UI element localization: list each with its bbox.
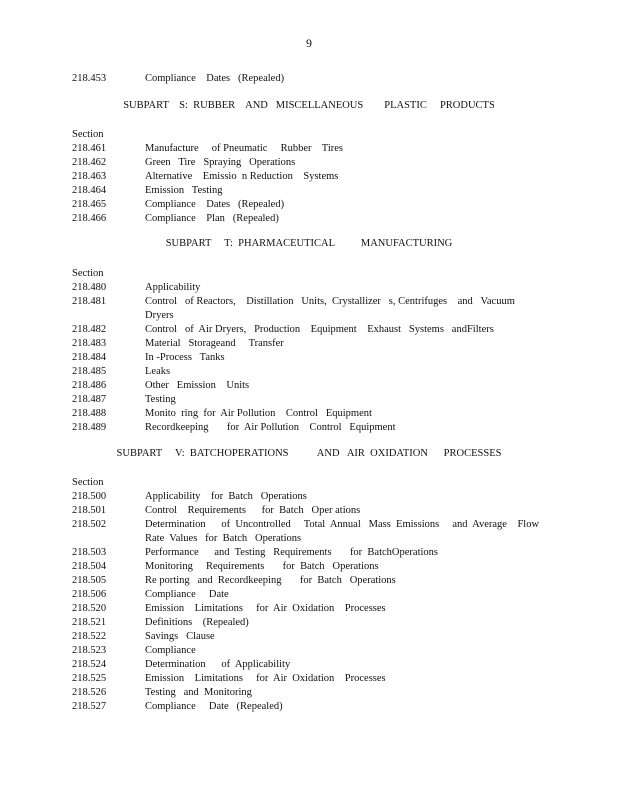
- list-item: [72, 658, 552, 672]
- list-item: [72, 560, 552, 574]
- section-title: Monito ring for Air Pollution Control Equipment: [145, 408, 372, 419]
- section-title: Control of Air Dryers, Production Equipment Exhaust Systems andFilters: [145, 324, 494, 335]
- section-title: Compliance Plan (Repealed): [145, 213, 279, 224]
- section-title: Testing: [145, 394, 176, 405]
- subpart-v-list: [72, 476, 552, 714]
- section-number: 218.481: [72, 296, 107, 307]
- section-number: 218.488: [72, 408, 107, 419]
- list-item: [72, 323, 552, 337]
- list-item: [72, 72, 552, 86]
- list-item: [72, 184, 552, 198]
- section-title: Determination of Uncontrolled Total Annual Mass Emissions and Average Flow Rate Values for Batch Operations: [145, 519, 540, 544]
- section-title: Leaks: [145, 366, 171, 377]
- section-title: Testing and Monitoring: [145, 687, 252, 698]
- list-item: [72, 616, 552, 630]
- list-item: [72, 212, 552, 226]
- section-number: 218.523: [72, 645, 107, 656]
- section-title: Manufacture of Pneumatic Rubber Tires: [145, 143, 344, 154]
- list-item: [72, 686, 552, 700]
- section-title: Material Storageand Transfer: [145, 338, 284, 349]
- list-item: [72, 295, 552, 323]
- section-label: Section: [72, 477, 104, 488]
- section-number: 218.489: [72, 422, 107, 433]
- list-item: [72, 379, 552, 393]
- section-title: In -Process Tanks: [145, 352, 225, 363]
- list-item: [72, 281, 552, 295]
- section-title: Applicability: [145, 282, 201, 293]
- section-number: 218.453: [72, 73, 107, 84]
- section-title: Compliance Dates (Repealed): [145, 199, 285, 210]
- section-number: 218.464: [72, 185, 107, 196]
- list-item: [72, 407, 552, 421]
- section-title: Other Emission Units: [145, 380, 250, 391]
- section-title: Performance and Testing Requirements for BatchOperations: [145, 547, 438, 558]
- section-title: Emission Limitations for Air Oxidation Processes: [145, 673, 386, 684]
- list-item: [72, 644, 552, 658]
- list-item: [72, 351, 552, 365]
- list-item: [72, 170, 552, 184]
- section-number: 218.522: [72, 631, 107, 642]
- list-item: [72, 630, 552, 644]
- section-title: Control Requirements for Batch Oper ations: [145, 505, 361, 516]
- section-title: Emission Testing: [145, 185, 223, 196]
- section-number: 218.484: [72, 352, 107, 363]
- section-number: 218.466: [72, 213, 107, 224]
- list-item: [72, 574, 552, 588]
- list-item: [72, 156, 552, 170]
- section-number: 218.521: [72, 617, 107, 628]
- section-number: 218.525: [72, 673, 107, 684]
- section-number: 218.520: [72, 603, 107, 614]
- section-number: 218.463: [72, 171, 107, 182]
- page-number: 9: [306, 36, 312, 50]
- list-item: [72, 365, 552, 379]
- section-number: 218.506: [72, 589, 107, 600]
- section-title: Determination of Applicability: [145, 659, 291, 670]
- list-item: [72, 393, 552, 407]
- subpart-t-list: [72, 267, 552, 435]
- section-number: 218.505: [72, 575, 107, 586]
- section-title: Control of Reactors, Distillation Units, Crystallizer s, Centrifuges and Vacuum Dryers: [145, 296, 515, 321]
- section-title: Compliance Dates (Repealed): [145, 73, 285, 84]
- top-entry: [72, 72, 552, 86]
- section-number: 218.480: [72, 282, 107, 293]
- section-number: 218.501: [72, 505, 107, 516]
- section-title: Re porting and Recordkeeping for Batch Operations: [145, 575, 396, 586]
- list-item: [72, 602, 552, 616]
- section-number: 218.485: [72, 366, 107, 377]
- subpart-s-list: [72, 128, 552, 226]
- section-title: Alternative Emissio n Reduction Systems: [145, 171, 339, 182]
- section-title: Compliance Date (Repealed): [145, 701, 283, 712]
- list-item: [72, 421, 552, 435]
- section-title: Green Tire Spraying Operations: [145, 157, 296, 168]
- section-number: 218.504: [72, 561, 107, 572]
- list-item: [72, 198, 552, 212]
- section-title: Compliance: [145, 645, 196, 656]
- section-title: Applicability for Batch Operations: [145, 491, 307, 502]
- subpart-v-heading: SUBPART V: BATCHOPERATIONS AND AIR OXIDATION PROCESSES: [116, 448, 502, 459]
- list-item: [72, 337, 552, 351]
- subpart-t-heading: SUBPART T: PHARMACEUTICAL MANUFACTURING: [165, 238, 453, 249]
- list-item: [72, 490, 552, 504]
- section-title: Monitoring Requirements for Batch Operations: [145, 561, 379, 572]
- section-number: 218.527: [72, 701, 107, 712]
- subpart-s-heading: SUBPART S: RUBBER AND MISCELLANEOUS PLASTIC PRODUCTS: [123, 100, 495, 111]
- section-number: 218.500: [72, 491, 107, 502]
- section-title: Definitions (Repealed): [145, 617, 249, 628]
- section-number: 218.461: [72, 143, 107, 154]
- section-title: Compliance Date: [145, 589, 229, 600]
- list-item: [72, 672, 552, 686]
- section-number: 218.462: [72, 157, 107, 168]
- section-number: 218.526: [72, 687, 107, 698]
- section-number: 218.486: [72, 380, 107, 391]
- list-item: [72, 700, 552, 714]
- list-item: [72, 546, 552, 560]
- section-title: Savings Clause: [145, 631, 215, 642]
- section-number: 218.502: [72, 519, 107, 530]
- section-number: 218.482: [72, 324, 107, 335]
- section-number: 218.503: [72, 547, 107, 558]
- section-title: Emission Limitations for Air Oxidation Processes: [145, 603, 386, 614]
- section-number: 218.465: [72, 199, 107, 210]
- list-item: [72, 588, 552, 602]
- list-item: [72, 504, 552, 518]
- list-item: [72, 142, 552, 156]
- section-label: Section: [72, 268, 104, 279]
- section-label: Section: [72, 129, 104, 140]
- section-number: 218.524: [72, 659, 107, 670]
- section-title: Recordkeeping for Air Pollution Control Equipment: [145, 422, 396, 433]
- section-number: 218.483: [72, 338, 107, 349]
- section-number: 218.487: [72, 394, 107, 405]
- list-item: [72, 518, 552, 546]
